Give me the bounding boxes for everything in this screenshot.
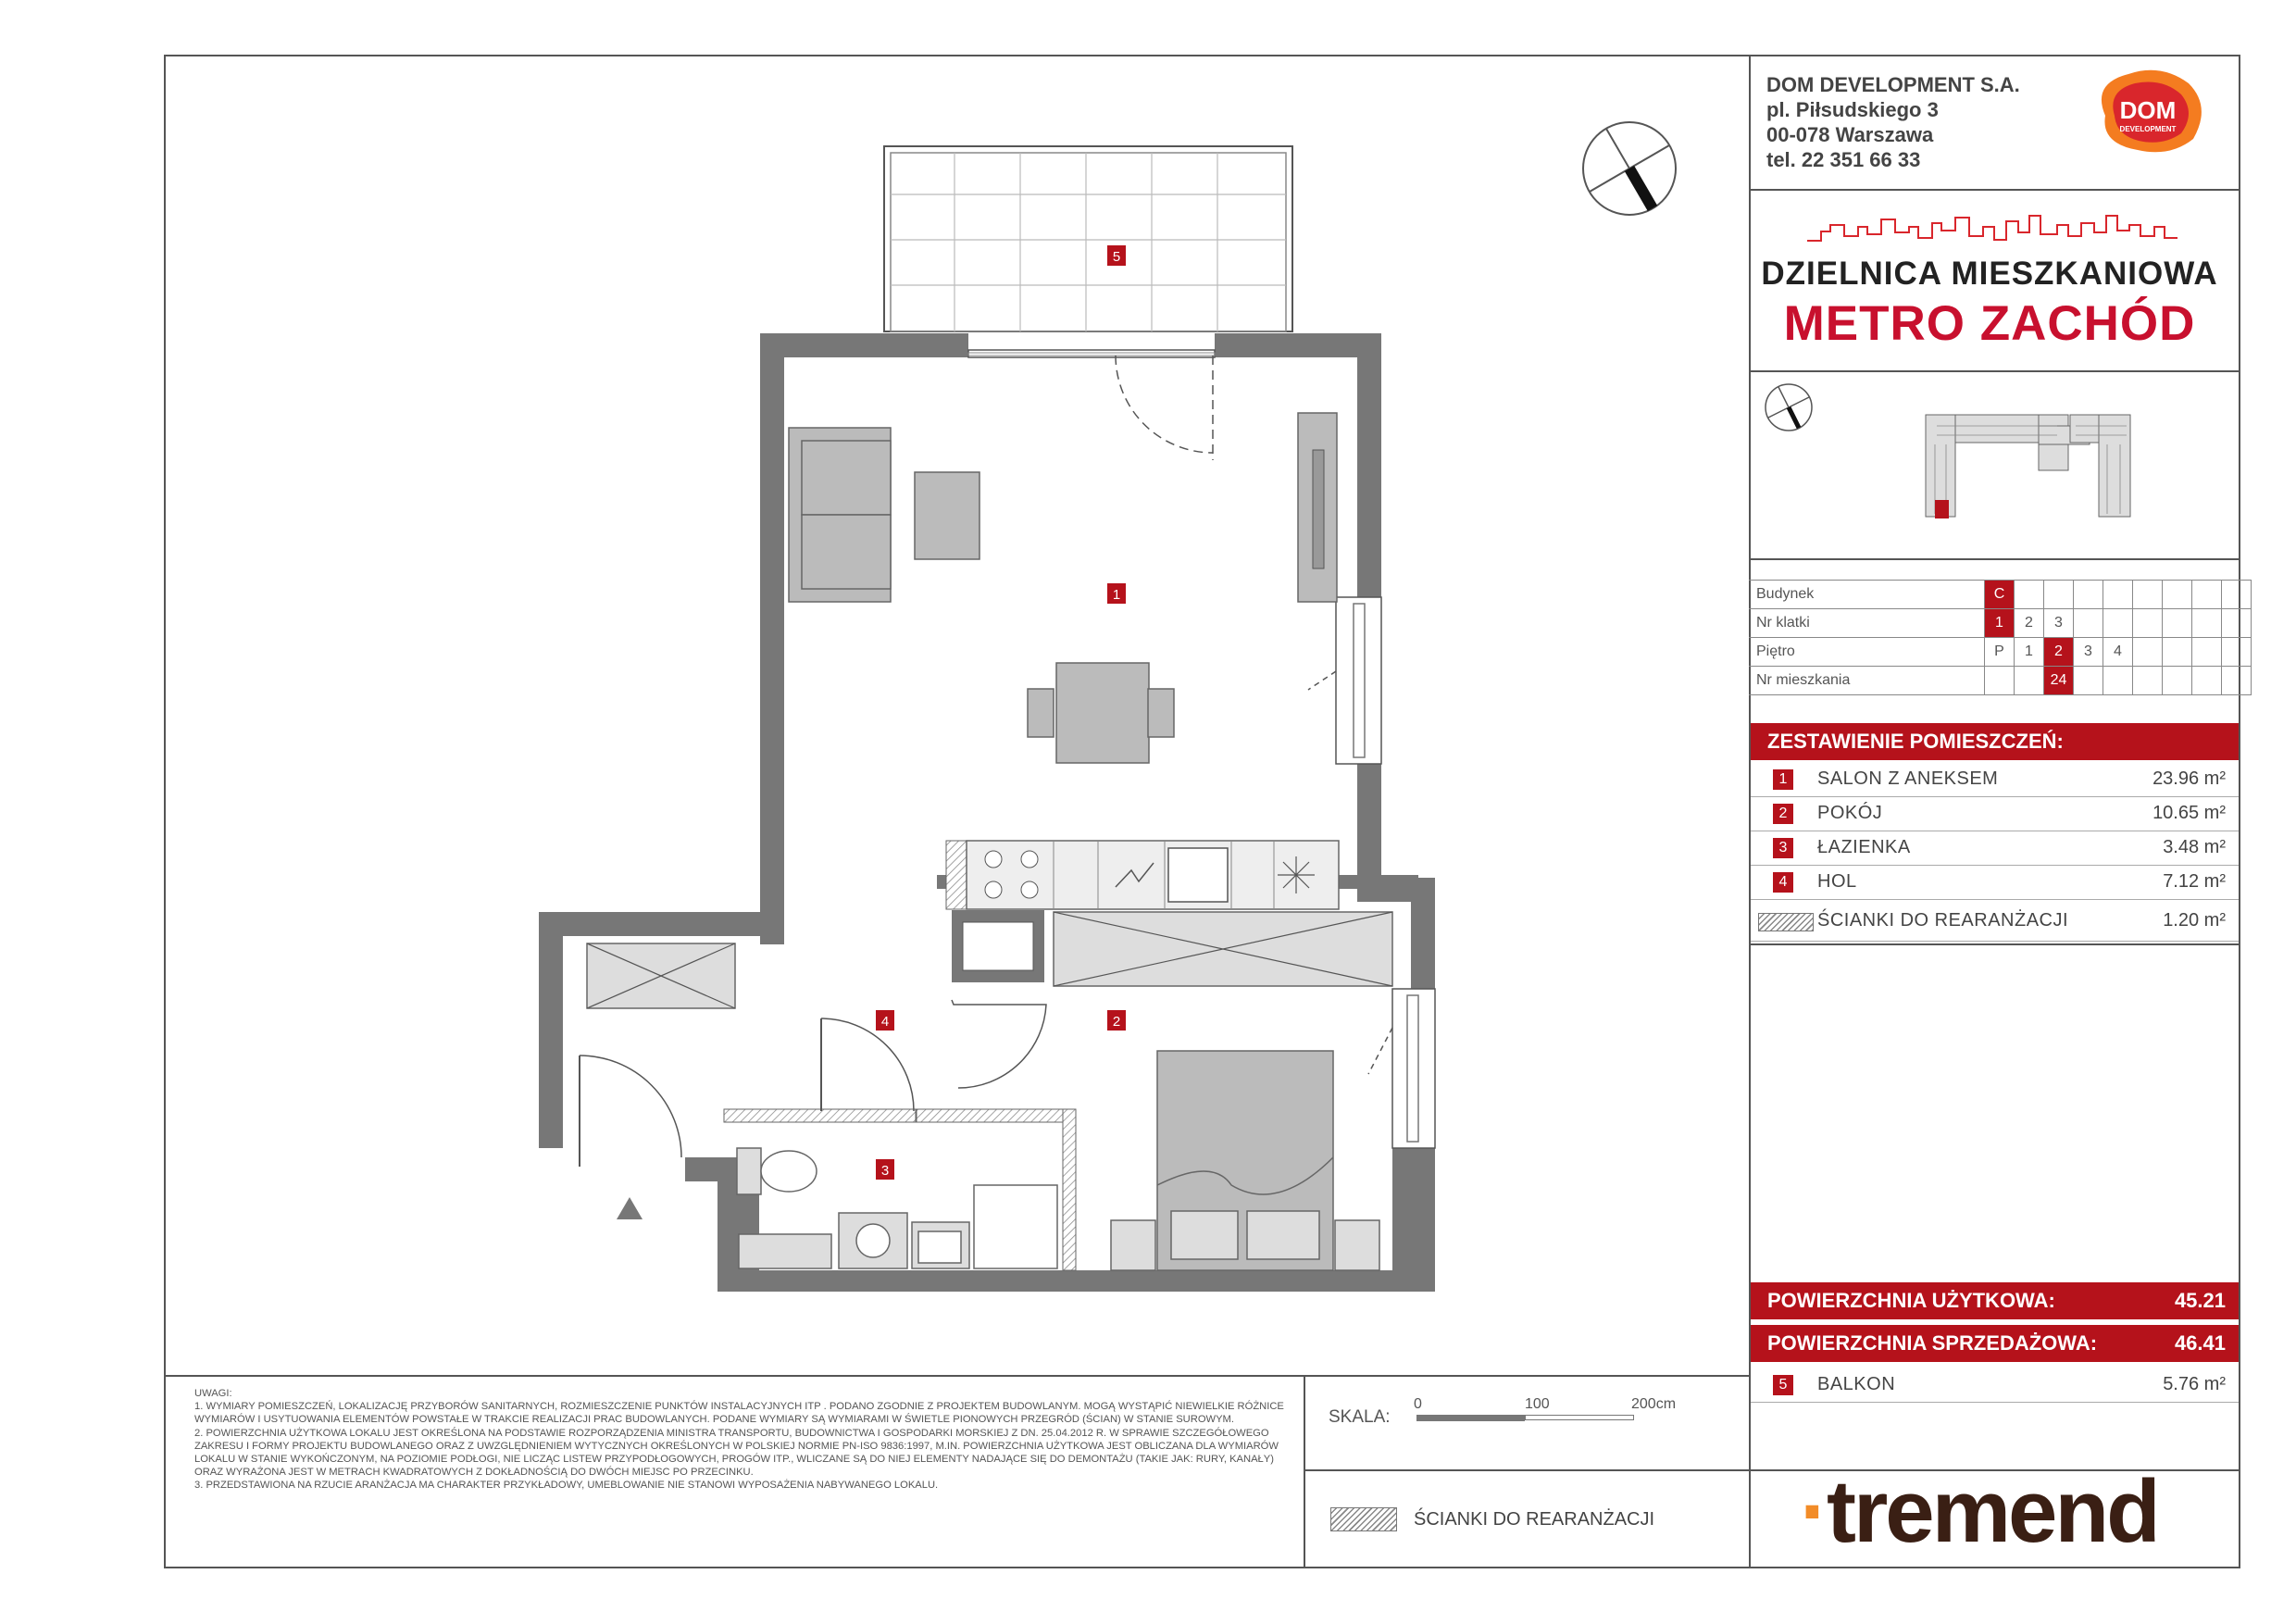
company-address1: pl. Piłsudskiego 3 (1766, 98, 1939, 121)
info-cell (2163, 581, 2192, 609)
note-3: 3. PRZEDSTAWIONA NA RZUCIE ARANŻACJA MA CHARAKTER PRZYKŁADOWY, UMEBLOWANIE NIE STANOWI WYPOSAŻENIA NABYWANEGO LOKALU. (194, 1480, 939, 1492)
label-balcony: 5 (1112, 249, 1121, 265)
svg-text:DEVELOPMENT: DEVELOPMENT (2119, 125, 2177, 133)
apartment-info-table (1749, 580, 2252, 695)
scale-label: SKALA: (1329, 1407, 1391, 1427)
label-living: 1 (1112, 587, 1121, 603)
notes (194, 1387, 1287, 1493)
info-cell: 3 (2074, 638, 2103, 667)
room-num: 4 (1773, 872, 1793, 893)
divider-rooms-bottom (1749, 943, 2240, 945)
rooms-header: ZESTAWIENIE POMIESZCZEŃ: (1751, 723, 2239, 760)
balcony-num: 5 (1773, 1375, 1793, 1395)
bathroom-door (821, 1018, 914, 1111)
room-row (1751, 831, 2239, 866)
tremend-text: tremend (1826, 1462, 2158, 1561)
tremend-dot-icon: · (1800, 1462, 1827, 1561)
info-row (1749, 667, 2252, 695)
legend-hatch-icon (1330, 1507, 1397, 1531)
info-cell (2015, 581, 2044, 609)
scale-tick-0: 0 (1414, 1396, 1422, 1412)
bed (1111, 1051, 1379, 1270)
company-name: DOM DEVELOPMENT S.A. (1766, 73, 2020, 96)
sales-area-bar (1751, 1325, 2239, 1362)
info-cell (2133, 581, 2163, 609)
walls-row (1751, 904, 2239, 942)
info-cell (2133, 667, 2163, 695)
company-info (1766, 72, 2020, 172)
balcony-name: BALKON (1817, 1374, 1896, 1394)
info-row-label: Piętro (1749, 638, 1985, 667)
balcony-outline (884, 146, 1292, 331)
walls-label: ŚCIANKI DO REARANŻACJI (1817, 910, 2069, 931)
usable-area-bar (1751, 1282, 2239, 1319)
company-phone: tel. 22 351 66 33 (1766, 148, 1921, 171)
room-area: 10.65 m² (2152, 803, 2226, 823)
scale-tick-200: 200cm (1631, 1396, 1677, 1412)
info-row-label: Nr mieszkania (1749, 667, 1985, 695)
bedroom-door (952, 1000, 1046, 1088)
info-row (1749, 638, 2252, 667)
info-cell (2103, 581, 2133, 609)
info-cell: 1 (2015, 638, 2044, 667)
info-cell (2222, 667, 2252, 695)
district-line2: METRO ZACHÓD (1783, 296, 2196, 351)
info-cell (2074, 581, 2103, 609)
floor-plan (166, 56, 1748, 1375)
sofa (789, 428, 891, 602)
info-cell: C (1985, 581, 2015, 609)
room-area: 23.96 m² (2152, 768, 2226, 789)
divider-keyplan (1749, 558, 2240, 560)
info-cell (2133, 609, 2163, 638)
kitchen-counter (946, 841, 1339, 909)
svg-text:DOM: DOM (2119, 96, 2177, 124)
info-cell: 2 (2015, 609, 2044, 638)
info-cell (2163, 667, 2192, 695)
info-cell (2074, 667, 2103, 695)
info-cell (1985, 667, 2015, 695)
info-cell (2163, 638, 2192, 667)
info-cell: 24 (2044, 667, 2074, 695)
usable-area-value: 45.21 (2174, 1289, 2226, 1312)
district-line1: DZIELNICA MIESZKANIOWA (1761, 256, 2218, 292)
bedroom-window (1392, 989, 1435, 1148)
walls-area: 1.20 m² (2163, 910, 2226, 931)
info-cell (2192, 609, 2222, 638)
dom-development-logo (2087, 65, 2207, 157)
sales-area-label: POWIERZCHNIA SPRZEDAŻOWA: (1767, 1331, 2098, 1355)
room-num: 2 (1773, 804, 1793, 824)
room-area: 3.48 m² (2163, 837, 2226, 857)
room-name: HOL (1817, 871, 1857, 892)
divider-company (1749, 189, 2240, 191)
balcony-door-swing (1116, 356, 1213, 453)
entrance-arrow-icon (617, 1197, 643, 1219)
divider-scale (1304, 1375, 1305, 1568)
info-row (1749, 581, 2252, 609)
legend-label: ŚCIANKI DO REARANŻACJI (1414, 1509, 1655, 1530)
room-num: 1 (1773, 769, 1793, 790)
key-plan (1752, 370, 2239, 556)
scale-tick-100: 100 (1525, 1396, 1550, 1412)
dining-table (1028, 663, 1174, 763)
label-hall: 4 (880, 1014, 890, 1030)
room-num: 3 (1773, 838, 1793, 858)
divider-notes (164, 1375, 1751, 1377)
bathroom-fixtures (737, 1148, 1057, 1268)
info-cell (2192, 581, 2222, 609)
label-bathroom: 3 (880, 1163, 890, 1179)
compass-icon (1583, 122, 1676, 215)
tremend-logo (1800, 1462, 2158, 1561)
info-cell (2222, 638, 2252, 667)
district-logo (1752, 199, 2239, 366)
info-cell (2015, 667, 2044, 695)
balcony-window (968, 350, 1215, 357)
info-cell: 2 (2044, 638, 2074, 667)
scale-bar (1416, 1415, 1634, 1421)
balcony-tiles (891, 153, 1286, 331)
small-compass-icon (1766, 384, 1812, 431)
balcony-row (1751, 1368, 2239, 1403)
info-cell: 4 (2103, 638, 2133, 667)
info-cell (2163, 609, 2192, 638)
balcony-area: 5.76 m² (2163, 1374, 2226, 1394)
living-window (1336, 597, 1381, 764)
info-cell (2192, 667, 2222, 695)
info-cell (2103, 667, 2133, 695)
notes-title: UWAGI: (194, 1388, 232, 1399)
divider-scale-legend (1304, 1469, 1751, 1471)
room-row (1751, 796, 2239, 831)
info-cell (2074, 609, 2103, 638)
room-name: ŁAZIENKA (1817, 837, 1911, 857)
room-area: 7.12 m² (2163, 871, 2226, 892)
note-2: 2. POWIERZCHNIA UŻYTKOWA LOKALU JEST OKREŚLONA NA PODSTAWIE ROZPORZĄDZENIA MINISTRA TRANSPORTU, BUDOWNICTWA I GOSPODARKI MORSKIEJ Z DN. 25.04.2012 R. W SPRAWIE SZCZEGÓŁOWEGO ZAKRESU I FORMY PROJEKTU BUDOWLANEGO ORAZ Z UWZGLĘDNIENIEM WYTYCZNYCH OKREŚLONYCH W POLSKIEJ NORMIE PN-ISO 9836:1997, M.IN. POWIERZCHNIA UŻYTKOWA JEST OBLICZANA DLA WYMIARÓW LOKALU W STANIE WYKOŃCZONYM, NA POZIOMIE PODŁOGI, NIE LICZĄC LISTEW PRZYPODŁOGOWYCH, PROGÓW ITP., WLICZANE SĄ DO NIEJ ELEMENTY NADAJĄCE SIĘ DO DEMONTAŻU (TAKIE JAK: RURY, KANAŁY) ORAZ WYRAŻONA JEST W METRACH KWADRATOWYCH Z DOKŁADNOŚCIĄ DO DWÓCH MIEJSC PO PRZECINKU. (194, 1427, 1279, 1479)
note-1: 1. WYMIARY POMIESZCZEŃ, LOKALIZACJĘ PRZYBORÓW SANITARNYCH, ROZMIESZCZENIE PUNKTÓW INSTALACYJNYCH ITP . PODANO ZGODNIE Z PROJEKTEM BUDOWLANYM. MOGĄ WYSTĄPIĆ NIEWIELKIE RÓŻNICE WYMIARÓW I USYTUOWANIA ELEMENTÓW POWSTAŁE W TRAKCIE REALIZACJI PRAC BUDOWLANYCH. PODANE WYMIARY SĄ WYMIARAMI W ŚWIETLE PIONOWYCH PRZEGRÓD (ŚCIAN) W STANIE SUROWYM. (194, 1401, 1284, 1426)
info-cell: P (1985, 638, 2015, 667)
usable-area-label: POWIERZCHNIA UŻYTKOWA: (1767, 1289, 2055, 1312)
company-address2: 00-078 Warszawa (1766, 123, 1934, 146)
info-cell (2103, 609, 2133, 638)
sales-area-value: 46.41 (2174, 1331, 2226, 1355)
room-row (1751, 865, 2239, 900)
entrance-door (580, 1056, 681, 1157)
walls-hatch-icon (1758, 913, 1814, 931)
info-cell: 1 (1985, 609, 2015, 638)
label-bedroom: 2 (1112, 1014, 1121, 1030)
info-cell: 3 (2044, 609, 2074, 638)
apartment-location-marker (1935, 500, 1949, 518)
info-row-label: Nr klatki (1749, 609, 1985, 638)
info-cell (2222, 609, 2252, 638)
info-row (1749, 609, 2252, 638)
info-cell (2044, 581, 2074, 609)
room-name: POKÓJ (1817, 803, 1883, 823)
room-name: SALON Z ANEKSEM (1817, 768, 1999, 789)
coffee-table (915, 472, 980, 559)
info-cell (2133, 638, 2163, 667)
room-row (1751, 762, 2239, 797)
info-cell (2192, 638, 2222, 667)
info-cell (2222, 581, 2252, 609)
info-row-label: Budynek (1749, 581, 1985, 609)
